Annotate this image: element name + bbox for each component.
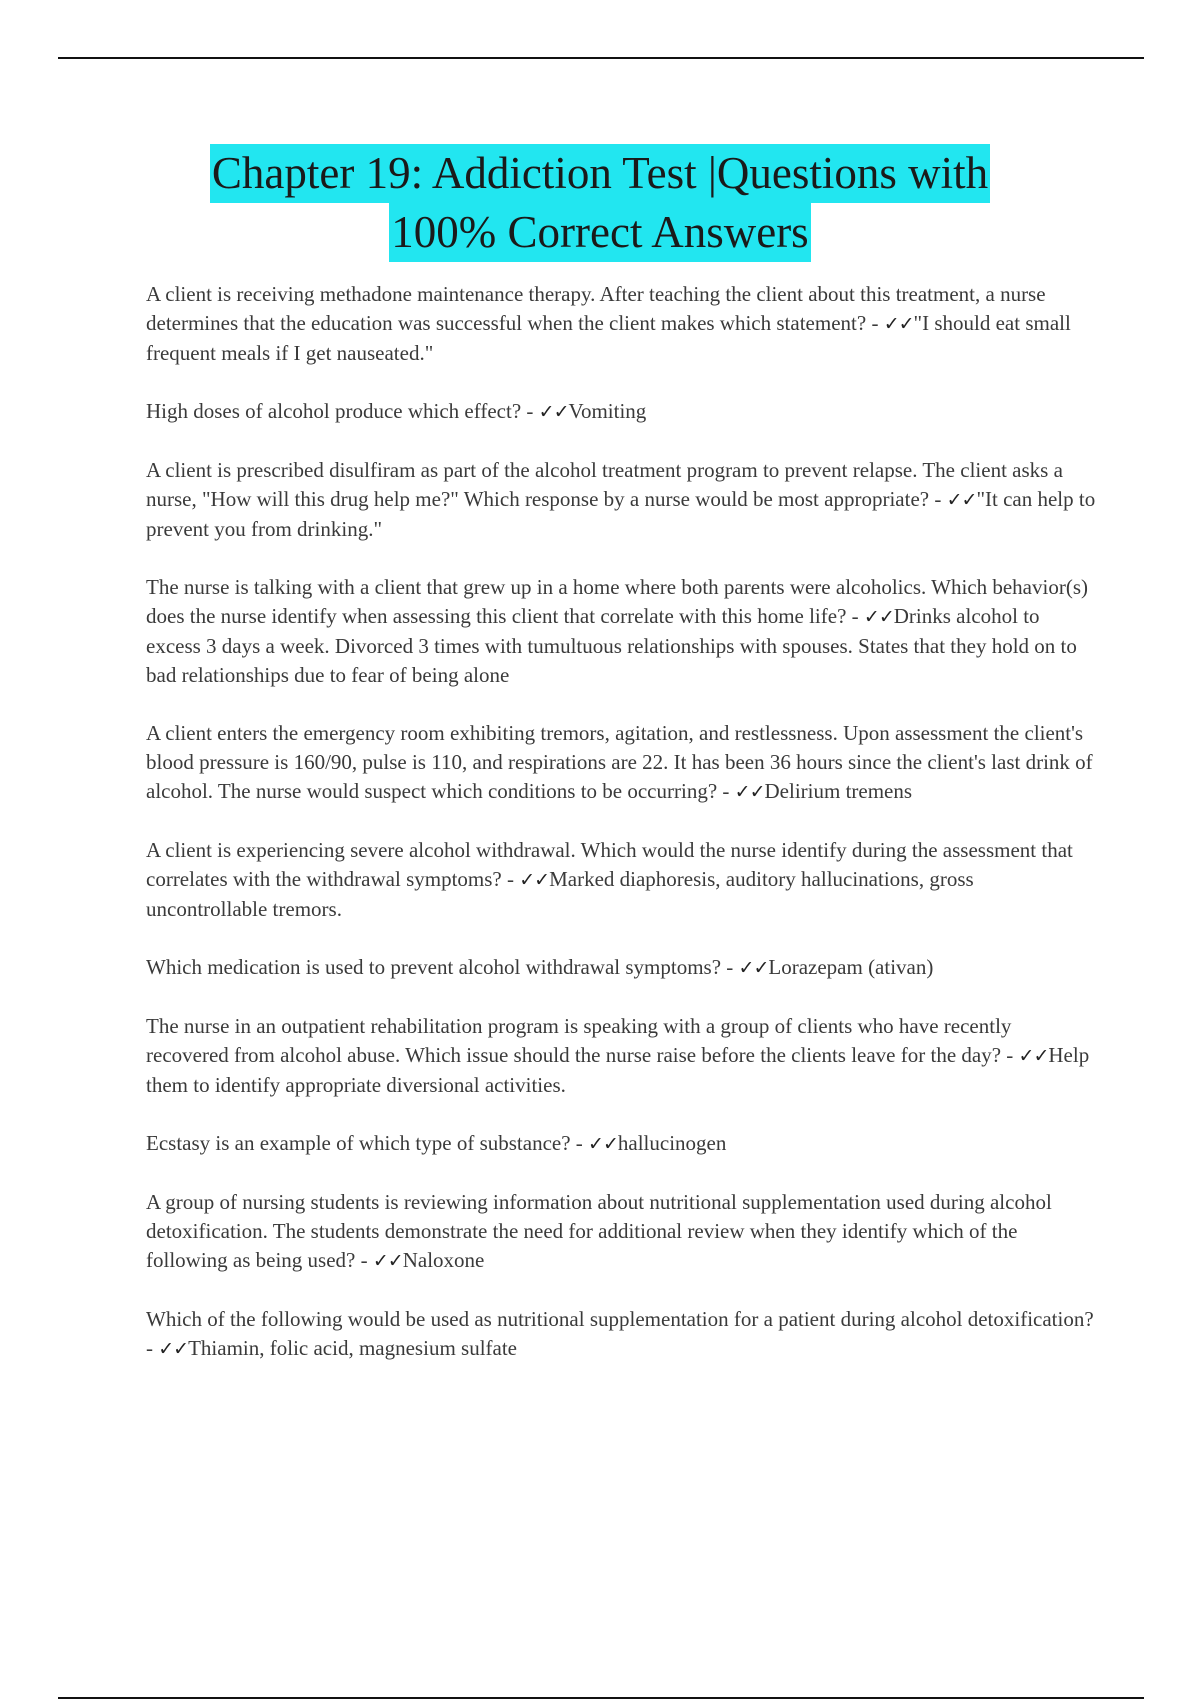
qa-item: [146, 397, 1096, 427]
check-mark-icon: ✓✓: [734, 781, 765, 803]
check-mark-icon: ✓✓: [372, 1250, 403, 1272]
answer-text: "It can help to prevent you from drinking.": [146, 487, 1096, 541]
title-line-1: Chapter 19: Addiction Test |Questions with: [210, 144, 990, 203]
qa-item: [146, 836, 1096, 924]
qa-item: [146, 1012, 1096, 1100]
separator: -: [866, 311, 884, 335]
separator: -: [721, 955, 739, 979]
answer-text: Help them to identify appropriate diversional activities.: [146, 1043, 1090, 1097]
question-text: Which of the following would be used as nutritional supplementation for a patient during alcohol detoxification?: [146, 1307, 1094, 1331]
document-title: [100, 144, 1100, 262]
question-text: A client is receiving methadone maintenance therapy. After teaching the client about this treatment, a nurse determines that the education was successful when the client makes which statement?: [146, 282, 1046, 335]
check-mark-icon: ✓✓: [738, 957, 769, 979]
check-mark-icon: ✓✓: [946, 489, 977, 511]
separator: -: [846, 604, 864, 628]
question-text: Which medication is used to prevent alcohol withdrawal symptoms?: [146, 955, 722, 979]
qa-item: [146, 456, 1096, 544]
qa-item: [146, 1305, 1096, 1364]
check-mark-icon: ✓✓: [1018, 1045, 1049, 1067]
check-mark-icon: ✓✓: [158, 1338, 189, 1360]
separator: -: [929, 487, 947, 511]
answer-text: hallucinogen: [617, 1131, 727, 1155]
qa-item: [146, 1129, 1096, 1159]
check-mark-icon: ✓✓: [588, 1133, 618, 1155]
question-text: Ecstasy is an example of which type of substance?: [146, 1131, 571, 1155]
separator: -: [355, 1248, 373, 1272]
qa-item: [146, 719, 1096, 807]
answer-text: Lorazepam (ativan): [768, 955, 934, 979]
qa-item: [146, 1188, 1096, 1276]
qa-item: [146, 573, 1096, 690]
answer-text: Delirium tremens: [764, 779, 913, 803]
question-text: A client is experiencing severe alcohol withdrawal. Which would the nurse identify during the assessment that correlates with the withdrawal symptoms?: [146, 838, 1073, 891]
separator: -: [1001, 1043, 1019, 1067]
answer-text: Naloxone: [402, 1248, 485, 1272]
question-text: The nurse in an outpatient rehabilitation program is speaking with a group of clients who have recently recovered from alcohol abuse. Which issue should the nurse raise before the clients leave for the day?: [146, 1014, 1012, 1067]
separator: -: [146, 1336, 159, 1360]
qa-list: [146, 280, 1096, 1393]
check-mark-icon: ✓✓: [538, 401, 569, 423]
separator: -: [717, 779, 735, 803]
qa-item: [146, 953, 1096, 983]
question-text: A client enters the emergency room exhibiting tremors, agitation, and restlessness. Upon assessment the client's blood pressure is 160/90, pulse is 110, and respirations are 22. It has been 36 hours since the client's last drink of alcohol. The nurse would suspect which conditions to be occurring?: [146, 721, 1093, 803]
question-text: A group of nursing students is reviewing information about nutritional supplementation used during alcohol detoxification. The students demonstrate the need for additional review when they identify which of the following as being used?: [146, 1190, 1052, 1272]
answer-text: Vomiting: [568, 399, 647, 423]
check-mark-icon: ✓✓: [863, 606, 894, 628]
check-mark-icon: ✓✓: [519, 869, 550, 891]
question-text: High doses of alcohol produce which effect?: [146, 399, 522, 423]
title-line-2: 100% Correct Answers: [389, 203, 810, 262]
check-mark-icon: ✓✓: [883, 313, 914, 335]
bottom-rule: [58, 1697, 1144, 1699]
qa-item: [146, 280, 1096, 368]
separator: -: [521, 399, 539, 423]
separator: -: [501, 867, 520, 891]
question-text: A client is prescribed disulfiram as part of the alcohol treatment program to prevent relapse. The client asks a nurse, "How will this drug help me?" Which response by a nurse would be most appropriate?: [146, 458, 1063, 511]
answer-text: Drinks alcohol to excess 3 days a week. Divorced 3 times with tumultuous relationships with spouses. States that they hold on to bad relationships due to fear of being alone: [146, 604, 1077, 687]
question-text: The nurse is talking with a client that grew up in a home where both parents were alcoholics. Which behavior(s) does the nurse identify when assessing this client that correlate with this home life?: [146, 575, 1088, 628]
answer-text: Thiamin, folic acid, magnesium sulfate: [188, 1336, 517, 1360]
top-rule: [58, 57, 1144, 59]
answer-text: Marked diaphoresis, auditory hallucinations, gross uncontrollable tremors.: [146, 867, 974, 921]
answer-text: "I should eat small frequent meals if I get nauseated.": [146, 311, 1071, 365]
separator: -: [570, 1131, 589, 1155]
